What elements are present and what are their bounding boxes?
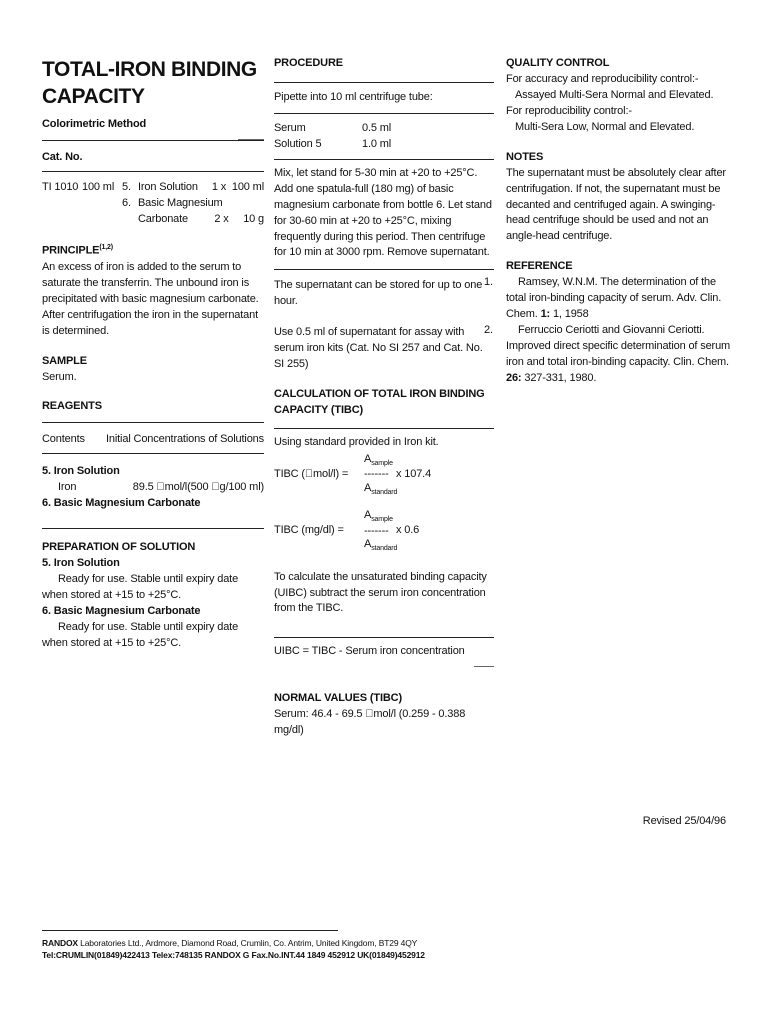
prep5-text: Ready for use. Stable until expiry date when stored at +15 to +25°C.	[42, 573, 239, 601]
iron-label: Iron	[58, 481, 77, 494]
reference-2: 2. Ferruccio Ceriotti and Giovanni Ceriotti. Improved direct specific determination of serum iron and total iron-binding capacity. Clin. Chem. 26: 327-331, 1980.	[484, 324, 731, 384]
sample-heading: SAMPLE	[42, 354, 87, 367]
iron-value: 89.5  mol/l(500  g/100 ml)	[132, 481, 264, 494]
reagents-table-header	[42, 432, 264, 448]
calc-heading: CALCULATION OF TOTAL IRON BINDING CAPACITY (TIBC)	[274, 388, 485, 416]
subtitle: Colorimetric Method	[42, 117, 147, 130]
notes-heading: NOTES	[506, 150, 544, 163]
uibc-formula: UIBC = TIBC - Serum iron concentration	[274, 645, 465, 658]
qc-line-4: Multi-Sera Low, Normal and Elevated.	[515, 120, 695, 133]
kit-item: 6. Basic Magnesium	[122, 197, 223, 210]
page-title	[42, 56, 264, 111]
divider	[274, 159, 494, 160]
store-text: The supernatant can be stored for up to one hour.	[274, 279, 483, 308]
title-line-2: CAPACITY	[42, 85, 145, 109]
footer-divider	[42, 930, 338, 931]
prep5-heading: 5. Iron Solution	[42, 557, 120, 570]
divider	[42, 171, 264, 172]
kit-item: Carbonate 2 x 10 g	[138, 213, 264, 226]
normal-text: Serum: 46.4 - 69.5  mol/l (0.259 - 0.388 mg/dl)	[274, 708, 466, 737]
divider	[42, 453, 264, 454]
tibc-formula-2: TIBC (mg/dl) = $A_{sample}$ ------- $A_{standard}$ x 0.6	[274, 509, 420, 553]
prep6-heading: 6. Basic Magnesium Carbonate	[42, 604, 201, 617]
sample-text: Serum.	[42, 370, 77, 383]
pipette-text: Pipette into 10 ml centrifuge tube:	[274, 90, 433, 103]
solution5-row: Solution 5 1.0 ml	[274, 137, 392, 150]
serum-row: Serum 0.5 ml	[274, 121, 392, 134]
prep6-text: Ready for use. Stable until expiry date when stored at +15 to +25°C.	[42, 620, 239, 649]
qc-line-2: Assayed Multi-Sera Normal and Elevated.	[515, 88, 714, 101]
principle-text: An excess of iron is added to the serum to saturate the transferrin. The unbound iron is precipitated with basic magnesium carbonate. After centrifugation the iron in the supernatant is determined.	[42, 260, 259, 337]
title-line-1: TOTAL-IRON BINDING	[42, 58, 257, 81]
footer-contact: Tel:CRUMLIN(01849)422413 Telex:748135 RANDOX G Fax.No.INT.44 1849 452912 UK(01849)452912	[42, 950, 425, 961]
principle-heading: PRINCIPLE$^{(1,2)}$	[42, 244, 113, 257]
uibc-text: To calculate the unsaturated binding capacity (UIBC) subtract the serum iron concentration from the TIBC.	[274, 570, 487, 615]
divider	[274, 269, 494, 270]
divider	[42, 140, 264, 141]
use-text: Use 0.5 ml of supernatant for assay with serum iron kits (Cat. No SI 257 and Cat. No. SI 255)	[274, 326, 483, 371]
reference-heading: REFERENCE	[506, 260, 573, 273]
reagent-6: 6. Basic Magnesium Carbonate	[42, 497, 201, 510]
qc-line-3: For reproducibility control:-	[506, 104, 632, 117]
reagents-heading: REAGENTS	[42, 400, 102, 413]
divider	[274, 113, 494, 114]
divider	[42, 422, 264, 423]
standard-text: Using standard provided in Iron kit.	[274, 435, 439, 448]
iron-row	[42, 480, 264, 496]
contents-label: Contents	[42, 433, 85, 446]
prep-heading: PREPARATION OF SOLUTION	[42, 541, 196, 554]
footer	[42, 930, 462, 962]
cat-volume: 100 ml	[82, 181, 115, 194]
tibc-formula-1: TIBC ( mol/l) = $A_{sample}$ ------- $A_{standard}$ x 107.4	[274, 452, 432, 496]
reference-1: 1. Ramsey, W.N.M. The determination of the total iron-binding capacity of serum. Adv. Clin. Chem. 1: 1, 1958	[484, 276, 722, 321]
middle-column	[274, 56, 494, 739]
kit-item: 5. Iron Solution 1 x 100 ml	[122, 181, 264, 194]
short-divider	[474, 666, 494, 667]
cat-heading: Cat. No.	[42, 150, 83, 163]
initial-conc-label: Initial Concentrations of Solutions	[105, 433, 264, 446]
company-name: RANDOX	[42, 938, 78, 948]
procedure-heading: PROCEDURE	[274, 57, 343, 69]
mix-text: Mix, let stand for 5-30 min at +20 to +25°C. Add one spatula-full (180 mg) of basic magnesium carbonate from bottle 6. Let stand for 30-60 min at +20 to +25°C, mixing frequently during this period. Then centrifuge for 10 min at 3000 rpm. Remove supernatant.	[274, 166, 492, 259]
reagent-5: 5. Iron Solution	[42, 465, 120, 478]
cat-code: TI 1010	[42, 181, 79, 194]
divider	[274, 428, 494, 429]
normal-heading: NORMAL VALUES (TIBC)	[274, 692, 402, 705]
qc-heading: QUALITY CONTROL	[506, 57, 610, 69]
revised-date: Revised 25/04/96	[642, 815, 726, 827]
principle-ref: (1,2)	[99, 244, 113, 252]
divider	[274, 637, 494, 638]
footer-address: RANDOX Laboratories Ltd., Ardmore, Diamond Road, Crumlin, Co. Antrim, United Kingdom, BT29 4QY	[42, 938, 418, 948]
notes-text: The supernatant must be absolutely clear after centrifugation. If not, the supernatant must be decanted and centrifuged again. A swinging-head centrifuge should be used and not an angle-head centrifuge.	[506, 166, 726, 243]
right-column	[484, 56, 732, 387]
left-column	[42, 56, 264, 652]
catalog-block	[42, 180, 264, 228]
pipette-table	[274, 121, 494, 153]
divider	[42, 528, 264, 529]
divider	[274, 82, 494, 83]
qc-line-1: For accuracy and reproducibility control:-	[506, 72, 699, 85]
kit-items	[122, 180, 264, 228]
